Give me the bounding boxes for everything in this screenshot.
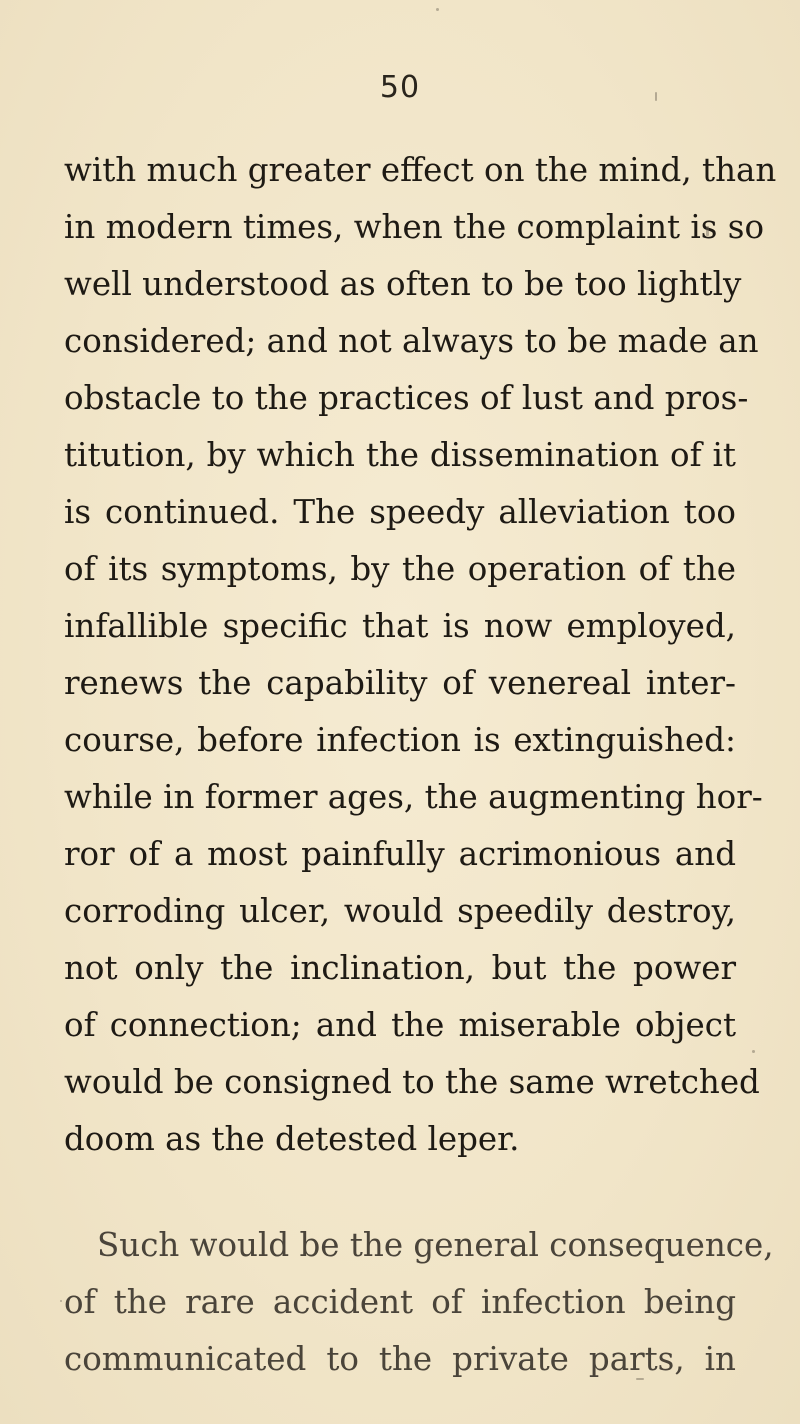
paragraph-1 xyxy=(64,142,777,1168)
paper-speck xyxy=(706,226,709,236)
page-number: 50 xyxy=(379,70,421,105)
text-line: in modern times, when the complaint is so xyxy=(64,208,765,246)
text-line: is continued. The speedy alleviation too xyxy=(64,493,736,531)
text-line: infallible specific that is now employed, xyxy=(64,607,736,645)
text-line: corroding ulcer, would speedily destroy, xyxy=(64,892,736,930)
paragraph-2 xyxy=(64,1217,774,1388)
body-text xyxy=(64,142,777,1388)
text-line: obstacle to the practices of lust and pros- xyxy=(64,379,749,417)
paper-speck xyxy=(636,1378,644,1380)
text-line: while in former ages, the augmenting hor- xyxy=(64,778,763,816)
text-line: communicated to the private parts, in xyxy=(64,1340,736,1378)
paragraph-gap xyxy=(64,1168,736,1217)
text-line: ror of a most painfully acrimonious and xyxy=(64,835,736,873)
text-line: of the rare accident of infection being xyxy=(64,1283,736,1321)
paper-speck xyxy=(655,92,657,101)
text-line: of connection; and the miserable object xyxy=(64,1006,736,1044)
paper-speck xyxy=(60,1300,62,1302)
text-line: not only the inclination, but the power xyxy=(64,949,736,987)
text-line: with much greater effect on the mind, than xyxy=(64,151,777,189)
text-line: considered; and not always to be made an xyxy=(64,322,759,360)
text-line: would be consigned to the same wretched xyxy=(64,1063,760,1101)
text-line: titution, by which the dissemination of it xyxy=(64,436,736,474)
text-line: renews the capability of venereal inter- xyxy=(64,664,736,702)
text-line: course, before infection is extinguished: xyxy=(64,721,736,759)
text-line: well understood as often to be too lightly xyxy=(64,265,742,303)
paper-speck xyxy=(436,8,439,11)
paper-speck xyxy=(752,1050,755,1053)
text-line: doom as the detested leper. xyxy=(64,1120,520,1158)
text-line: Such would be the general consequence, xyxy=(97,1226,774,1264)
text-line: of its symptoms, by the operation of the xyxy=(64,550,736,588)
